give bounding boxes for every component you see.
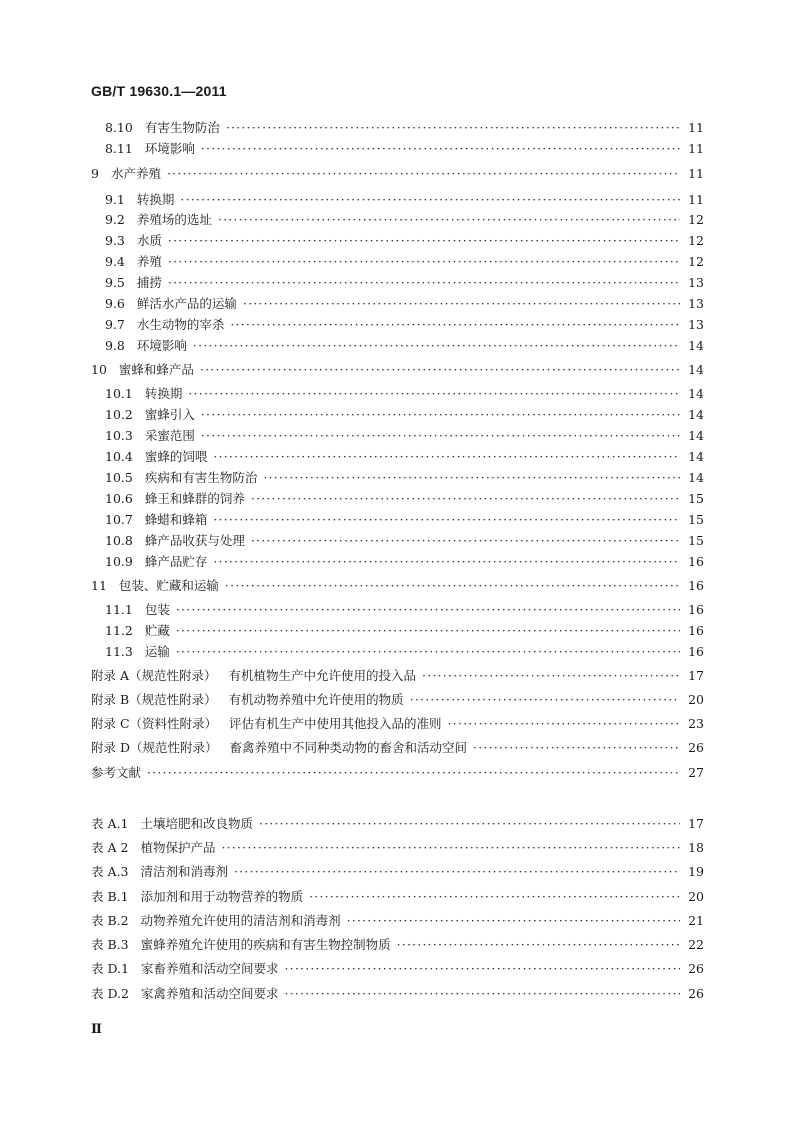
toc-entry[interactable] [105, 252, 704, 272]
toc-title: 蜂产品收获与处理 [144, 533, 245, 548]
dot-leader [285, 959, 681, 979]
toc-number: 9.7 [105, 317, 125, 332]
table-list-number: 表 B.2 [91, 913, 129, 928]
table-list-page-number: 17 [688, 816, 704, 831]
toc-entry[interactable] [105, 405, 704, 425]
toc-title: 疾病和有害生物防治 [144, 470, 258, 485]
table-list-title: 家禽养殖和活动空间要求 [140, 986, 279, 1001]
table-list-page-number: 21 [688, 913, 704, 928]
dot-leader [176, 621, 680, 641]
dot-leader [213, 447, 680, 467]
document-code: GB/T 19630.1—2011 [91, 83, 227, 99]
toc-title: 水产养殖 [110, 166, 161, 181]
dot-leader [251, 489, 680, 509]
dot-leader [168, 273, 680, 293]
dot-leader [259, 814, 680, 834]
toc-number: 10.3 [105, 428, 133, 443]
toc-page-number: 12 [688, 212, 704, 227]
toc-title: 养殖 [136, 254, 162, 269]
table-list-entry[interactable] [91, 838, 704, 858]
toc-number: 10.9 [105, 554, 133, 569]
toc-entry[interactable] [105, 190, 704, 210]
dot-leader [226, 118, 680, 138]
toc-number: 10.8 [105, 533, 133, 548]
toc-page-number: 13 [688, 275, 704, 290]
table-list-title: 动物养殖允许使用的清洁剂和消毒剂 [140, 913, 341, 928]
dot-leader [234, 862, 680, 882]
toc-number: 11.3 [105, 644, 133, 659]
toc-number: 10.5 [105, 470, 133, 485]
dot-leader [213, 510, 680, 530]
toc-entry[interactable] [91, 666, 704, 686]
toc-entry[interactable] [91, 360, 704, 380]
toc-title: 包装 [144, 602, 170, 617]
toc-entry[interactable] [105, 294, 704, 314]
toc-number: 9.6 [105, 296, 125, 311]
toc-page-number: 14 [688, 449, 704, 464]
page-number: Ⅱ [91, 1022, 102, 1037]
dot-leader [225, 576, 680, 596]
toc-entry[interactable] [91, 576, 704, 596]
dot-leader [347, 911, 680, 931]
toc-number: 附录 D（规范性附录） [91, 740, 218, 755]
table-list-page-number: 26 [688, 986, 704, 1001]
toc-title: 水质 [136, 233, 162, 248]
toc-title: 蜂产品贮存 [144, 554, 208, 569]
table-list-number: 表 D.1 [91, 961, 129, 976]
toc-page-number: 14 [688, 338, 704, 353]
toc-number: 8.10 [105, 120, 133, 135]
dot-leader [285, 984, 681, 1004]
toc-entry[interactable] [105, 489, 704, 509]
toc-number: 9.8 [105, 338, 125, 353]
toc-entry[interactable] [105, 510, 704, 530]
toc-title: 有机动物养殖中允许使用的物质 [228, 692, 404, 707]
table-list-title: 清洁剂和消毒剂 [140, 864, 228, 879]
dot-leader [201, 426, 680, 446]
toc-page-number: 11 [688, 120, 704, 135]
toc-title: 水生动物的宰杀 [136, 317, 225, 332]
dot-leader [251, 531, 680, 551]
toc-title: 包装、贮藏和运输 [118, 578, 219, 593]
toc-page-number: 14 [688, 407, 704, 422]
toc-title: 捕捞 [136, 275, 162, 290]
toc-entry[interactable] [105, 531, 704, 551]
dot-leader [473, 738, 680, 758]
toc-page-number: 11 [688, 166, 704, 181]
dot-leader [168, 231, 680, 251]
toc-entry[interactable] [105, 231, 704, 251]
dot-leader [180, 190, 680, 210]
table-list-title: 家畜养殖和活动空间要求 [140, 961, 279, 976]
toc-title: 蜜蜂的饲喂 [144, 449, 208, 464]
toc-page-number: 11 [688, 192, 704, 207]
toc-entry[interactable] [105, 210, 704, 230]
toc-entry[interactable] [105, 315, 704, 335]
table-list-number: 表 A.1 [91, 816, 129, 831]
toc-number: 9.1 [105, 192, 125, 207]
toc-number: 参考文献 [91, 765, 142, 780]
table-list-title: 蜜蜂养殖允许使用的疾病和有害生物控制物质 [140, 937, 391, 952]
toc-number: 9.2 [105, 212, 125, 227]
table-list-number: 表 A.3 [91, 864, 129, 879]
toc-page-number: 15 [688, 512, 704, 527]
toc-title: 运输 [144, 644, 170, 659]
table-list-entry[interactable] [91, 959, 704, 979]
table-list-entry[interactable] [91, 887, 704, 907]
dot-leader [230, 315, 680, 335]
toc-page-number: 26 [688, 740, 704, 755]
toc-entry[interactable] [91, 690, 704, 710]
dot-leader [147, 763, 680, 783]
toc-entry[interactable] [91, 738, 704, 758]
dot-leader [221, 838, 680, 858]
toc-number: 附录 A（规范性附录） [91, 668, 217, 683]
table-list-number: 表 A 2 [91, 840, 129, 855]
table-list-page-number: 26 [688, 961, 704, 976]
toc-page-number: 16 [688, 554, 704, 569]
dot-leader [176, 600, 680, 620]
toc-number: 11 [91, 578, 107, 593]
toc-number: 附录 B（规范性附录） [91, 692, 217, 707]
toc-page-number: 13 [688, 296, 704, 311]
toc-page-number: 16 [688, 578, 704, 593]
dot-leader [309, 887, 680, 907]
dot-leader [201, 139, 680, 159]
toc-entry[interactable] [91, 714, 704, 734]
table-list-entry[interactable] [91, 911, 704, 931]
toc-page-number: 15 [688, 533, 704, 548]
toc-page-number: 16 [688, 623, 704, 638]
toc-number: 9.4 [105, 254, 125, 269]
toc-title: 蜂王和蜂群的饲养 [144, 491, 245, 506]
dot-leader [193, 336, 680, 356]
table-list-page-number: 20 [688, 889, 704, 904]
toc-number: 11.2 [105, 623, 133, 638]
dot-leader [176, 642, 680, 662]
table-list-page-number: 19 [688, 864, 704, 879]
toc-page-number: 16 [688, 602, 704, 617]
table-list-number: 表 D.2 [91, 986, 129, 1001]
toc-page-number: 16 [688, 644, 704, 659]
dot-leader [218, 210, 680, 230]
toc-entry[interactable] [105, 621, 704, 641]
dot-leader [168, 252, 680, 272]
table-list-number: 表 B.1 [91, 889, 129, 904]
dot-leader [397, 935, 680, 955]
table-list-entry[interactable] [91, 935, 704, 955]
toc-number: 9.5 [105, 275, 125, 290]
table-list-entry[interactable] [91, 814, 704, 834]
toc-title: 有机植物生产中允许使用的投入品 [228, 668, 417, 683]
toc-page-number: 20 [688, 692, 704, 707]
toc-page-number: 27 [688, 765, 704, 780]
toc-page-number: 12 [688, 233, 704, 248]
toc-entry[interactable] [105, 336, 704, 356]
toc-number: 10.4 [105, 449, 133, 464]
dot-leader [201, 405, 680, 425]
toc-entry[interactable] [91, 763, 704, 783]
toc-page-number: 13 [688, 317, 704, 332]
table-list-entry[interactable] [91, 984, 704, 1004]
toc-number: 10 [91, 362, 107, 377]
toc-page-number: 14 [688, 470, 704, 485]
toc-page-number: 23 [688, 716, 704, 731]
table-list-number: 表 B.3 [91, 937, 129, 952]
toc-title: 评估有机生产中使用其他投入品的准则 [229, 716, 442, 731]
toc-number: 8.11 [105, 141, 133, 156]
dot-leader [200, 360, 680, 380]
table-list-page-number: 22 [688, 937, 704, 952]
toc-entry[interactable] [105, 447, 704, 467]
dot-leader [188, 384, 680, 404]
toc-title: 有害生物防治 [144, 120, 220, 135]
toc-page-number: 12 [688, 254, 704, 269]
toc-page-number: 15 [688, 491, 704, 506]
toc-page-number: 14 [688, 386, 704, 401]
toc-entry[interactable] [105, 384, 704, 404]
toc-entry[interactable] [105, 273, 704, 293]
toc-entry[interactable] [105, 468, 704, 488]
dot-leader [422, 666, 680, 686]
toc-title: 贮藏 [144, 623, 170, 638]
dot-leader [243, 294, 680, 314]
toc-entry[interactable] [105, 600, 704, 620]
toc-title: 转换期 [144, 386, 183, 401]
toc-page-number: 17 [688, 668, 704, 683]
toc-entry[interactable] [105, 118, 704, 138]
toc-page-number: 14 [688, 362, 704, 377]
toc-title: 环境影响 [144, 141, 195, 156]
toc-title: 采蜜范围 [144, 428, 195, 443]
toc-number: 10.1 [105, 386, 133, 401]
toc-title: 蜂蜡和蜂箱 [144, 512, 208, 527]
toc-title: 蜜蜂引入 [144, 407, 195, 422]
toc-number: 附录 C（资料性附录） [91, 716, 218, 731]
toc-number: 10.2 [105, 407, 133, 422]
toc-number: 9 [91, 166, 99, 181]
dot-leader [263, 468, 680, 488]
toc-number: 11.1 [105, 602, 133, 617]
table-list-title: 土壤培肥和改良物质 [140, 816, 253, 831]
dot-leader [448, 714, 680, 734]
table-list-title: 添加剂和用于动物营养的物质 [140, 889, 304, 904]
toc-entry[interactable] [105, 139, 704, 159]
table-list-title: 植物保护产品 [140, 840, 216, 855]
toc-title: 环境影响 [136, 338, 187, 353]
toc-page-number: 14 [688, 428, 704, 443]
dot-leader [410, 690, 680, 710]
toc-entry[interactable] [91, 164, 704, 184]
toc-title: 蜜蜂和蜂产品 [118, 362, 194, 377]
toc-title: 转换期 [136, 192, 175, 207]
dot-leader [167, 164, 680, 184]
toc-entry[interactable] [105, 642, 704, 662]
toc-number: 10.6 [105, 491, 133, 506]
toc-title: 畜禽养殖中不同种类动物的畜舍和活动空间 [229, 740, 468, 755]
toc-page-number: 11 [688, 141, 704, 156]
table-list-entry[interactable] [91, 862, 704, 882]
table-list-page-number: 18 [688, 840, 704, 855]
toc-number: 10.7 [105, 512, 133, 527]
toc-title: 鲜活水产品的运输 [136, 296, 237, 311]
toc-number: 9.3 [105, 233, 125, 248]
dot-leader [213, 552, 680, 572]
toc-title: 养殖场的选址 [136, 212, 212, 227]
toc-entry[interactable] [105, 552, 704, 572]
toc-entry[interactable] [105, 426, 704, 446]
